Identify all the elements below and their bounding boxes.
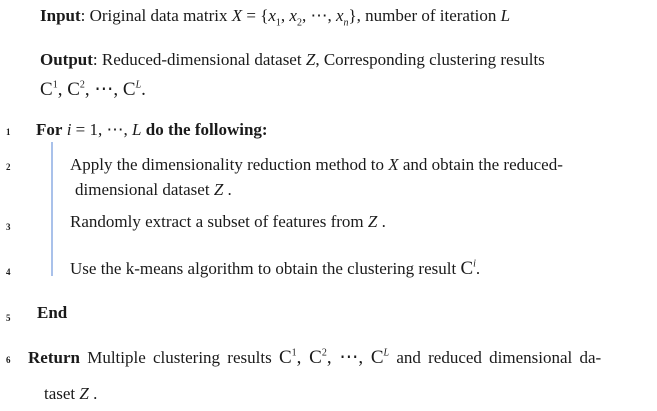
line-number: 1	[6, 127, 11, 137]
loop-body-bar	[51, 142, 53, 276]
output-rest: , Corresponding clustering results	[315, 50, 545, 69]
output-math: $C^1$, $C^2$, ⋯, $C^L$.	[40, 79, 146, 100]
output-text: : Reduced-dimensional dataset	[92, 50, 306, 69]
step-for: For i = 1, ⋯, L do the following:	[36, 120, 268, 139]
input-text: : Original data matrix	[80, 6, 232, 25]
step-apply-cont: dimensional dataset Z .	[75, 180, 232, 199]
line-number: 2	[6, 162, 11, 172]
step-end: End	[37, 303, 68, 322]
step-kmeans: Use the k-means algorithm to obtain the clustering result $C^i$.	[70, 258, 481, 279]
input-label: Input	[40, 6, 81, 25]
line-number: 3	[6, 222, 11, 232]
output-line: Output: Reduced-dimensional dataset Z, Corresponding clustering results	[40, 50, 545, 69]
step-apply: Apply the dimensionality reduction method to X and obtain the reduced-	[70, 155, 563, 174]
input-rest: , number of iteration	[356, 6, 501, 25]
step-return: Return Multiple clustering results $C^1$, $C^2$, ⋯, $C^L$ and reduced dimensional da-	[28, 347, 602, 368]
step-return-cont: taset Z .	[44, 384, 98, 403]
step-extract: Randomly extract a subset of features from Z .	[70, 212, 386, 231]
output-label: Output	[40, 50, 93, 69]
input-line: Input: Original data matrix $X = \{x_1$, $x_2$, ⋯, $x_n$}, number of iteration L	[40, 6, 511, 29]
line-number: 5	[6, 313, 11, 323]
input-math: X	[231, 6, 243, 25]
line-number: 6	[6, 355, 11, 365]
line-number: 4	[6, 267, 11, 277]
